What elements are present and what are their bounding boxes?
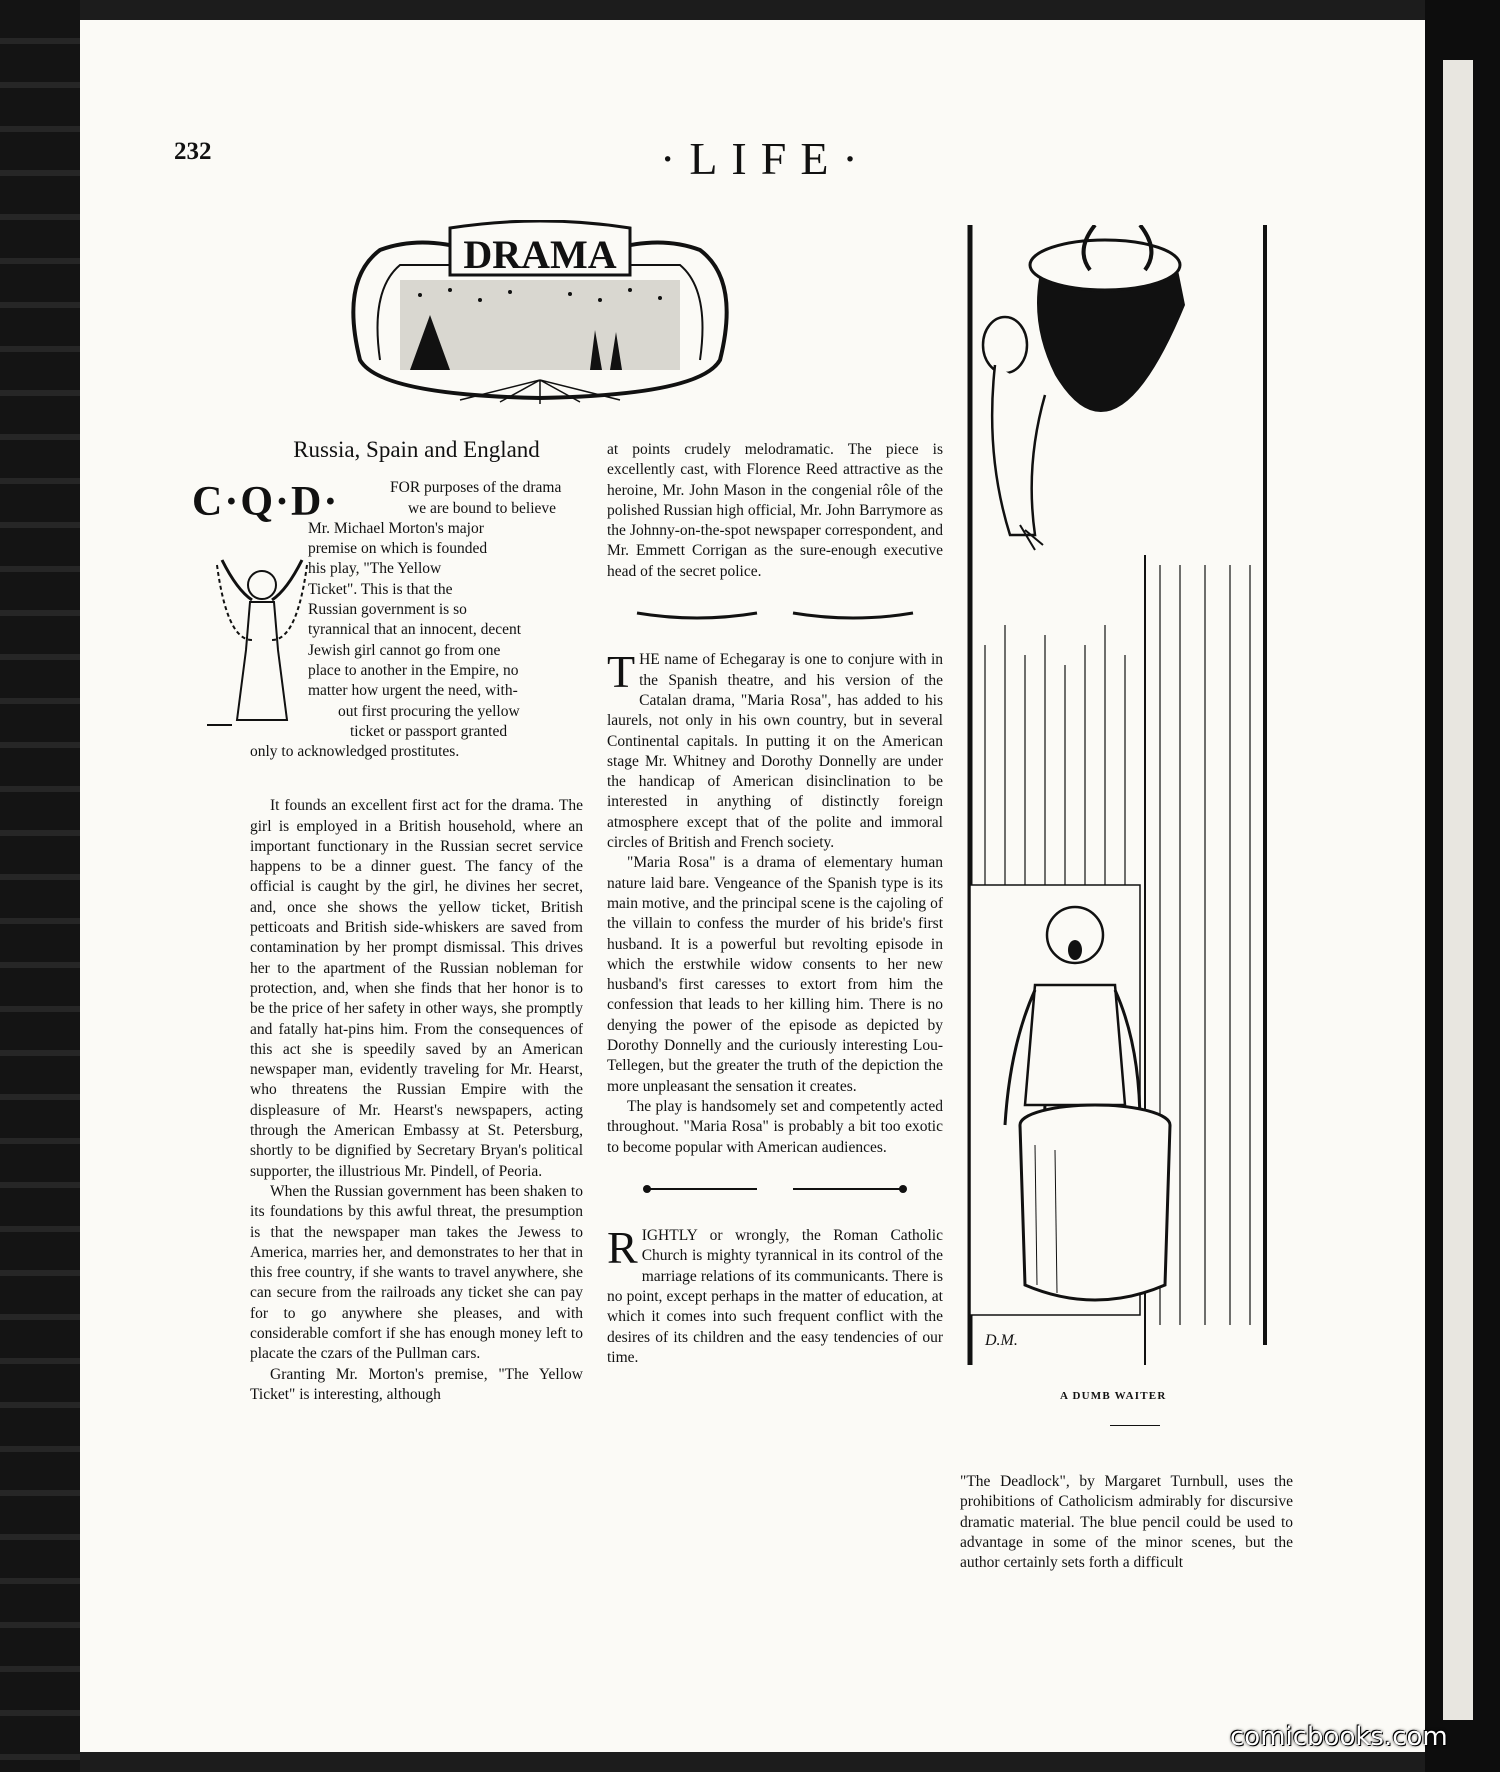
- caption-rule: [1110, 1425, 1160, 1426]
- article-column-2: [607, 440, 943, 1368]
- article-paragraph: at points crudely melodramatic. The piece is excellently cast, with Florence Reed attractive as the heroine, Mr. John Mason in the congenial rôle of the polished Russian high official, Mr. John Barrymore as the Johnny-on-the-spot newspaper correspondent, and Mr. Emmett Corrigan as the sure-enough executive head of the secret police.: [607, 441, 943, 580]
- illustration-caption: A DUMB WAITER: [1060, 1390, 1167, 1402]
- drama-banner: [340, 220, 740, 410]
- echegaray-text: HE name of Echegaray is one to conjure with in the Spanish theatre, and his version of the Catalan drama, "Maria Rosa", has added to his laurels, not only in his own country, but in several Continental capitals. In putting it on the American stage Mr. Whitney and Dorothy Donnelly are under the handicap of American disinclination to be interested in anything of distinctly foreign atmosphere except that of the polite and immoral circles of British and French society.: [607, 651, 943, 852]
- drama-banner-art: [340, 220, 740, 410]
- opening-line-2: we are bound to believe: [408, 499, 557, 517]
- article-column-1: [192, 437, 583, 1405]
- article-paragraph: Granting Mr. Morton's premise, "The Yellow Ticket" is interesting, although: [250, 1365, 583, 1403]
- opening-line-4: premise on which is founded: [308, 540, 488, 558]
- opening-line-14: only to acknowledged prostitutes.: [250, 743, 460, 761]
- opening-line-11: matter how urgent the need, with-: [308, 682, 518, 700]
- drama-title: DRAMA: [463, 232, 617, 277]
- article-paragraph: The play is handsomely set and competently acted throughout. "Maria Rosa" is probably a bit too exotic to become popular with American audiences.: [607, 1097, 943, 1156]
- opening-line-7: Russian government is so: [308, 601, 467, 619]
- echegaray-paragraph: [607, 646, 943, 853]
- cqd-letters: C·Q·D·: [192, 479, 340, 526]
- drop-cap-r: R: [607, 1222, 638, 1274]
- opening-line-1: FOR purposes of the drama: [390, 479, 562, 497]
- section-divider: [607, 598, 943, 628]
- adjacent-page-edge: [0, 0, 80, 1772]
- deadlock-paragraph: "The Deadlock", by Margaret Turnbull, uses the prohibitions of Catholicism admirably for discursive dramatic material. The blue pencil could be used to advantage in some of the minor scenes, but the author certainly sets forth a difficult: [960, 1473, 1293, 1572]
- drop-cap-t: T: [607, 646, 636, 698]
- rightly-text: IGHTLY or wrongly, the Roman Catholic Church is mighty tyrannical in its control of the marriage relations of its communicants. There is no point, except perhaps in the matter of education, at which it comes into such frequent conflict with the desires of its children and the easy tendencies of our time.: [607, 1227, 943, 1366]
- opening-line-8: tyrannical that an innocent, decent: [308, 621, 522, 639]
- opening-line-9: Jewish girl cannot go from one: [308, 641, 501, 659]
- opening-line-5: his play, "The Yellow: [308, 560, 442, 578]
- dumb-waiter-illustration: [965, 225, 1310, 1365]
- section-divider-2: [607, 1174, 943, 1204]
- article-paragraph: When the Russian government has been shaken to its foundations by this awful threat, the presumption is that the newspaper man takes the Jewess to America, marries her, and demonstrates to her that in this free country, if she wants to travel anywhere, she can secure from the railroads any ticket she can pay for to go anywhere she pleases, and with considerable comfort if she has enough money left to placate the czars of the Pullman cars.: [250, 1182, 583, 1363]
- page-number: 232: [174, 138, 212, 165]
- opening-line-13: ticket or passport granted: [350, 722, 508, 740]
- right-binding-edge: [1425, 0, 1500, 1772]
- article-title: Russia, Spain and England: [293, 437, 540, 462]
- opening-line-12: out first procuring the yellow: [338, 702, 520, 720]
- opening-line-6: Ticket". This is that the: [308, 580, 453, 598]
- artist-signature: D.M.: [985, 1332, 1018, 1349]
- rightly-paragraph: [607, 1222, 943, 1368]
- watermark: comicbooks.com: [1230, 1722, 1448, 1752]
- opening-line-10: place to another in the Empire, no: [308, 661, 519, 679]
- cartoon-drawing: [965, 225, 1310, 1365]
- masthead: ·LIFE·: [660, 133, 872, 184]
- opening-line-3: Mr. Michael Morton's major: [308, 519, 484, 537]
- opening-lines: [250, 478, 583, 762]
- article-column-3: [960, 1472, 1293, 1573]
- article-paragraph: It founds an excellent first act for the drama. The girl is employed in a British household, where an important functionary in the Russian secret service happens to be a dinner guest. The fancy of the official is caught by the girl, he divines her secret, and, once she shows the yellow ticket, British petticoats and British side-whiskers are saved from contamination by her prompt dismissal. This drives her to the apartment of the Russian nobleman for protection, and, when she finds that her honor is to be the price of her safety in other ways, she promptly and fatally hat-pins him. From the consequences of this act she is speedily saved by an American newspaper man, evidently traveling for Mr. Hearst, who threatens the Russian Empire with the displeasure of Mr. Hearst's newspapers, acting through the American Embassy at St. Petersburg, shortly to be dignified by Secretary Bryan's political supporter, the illustrious Mr. Pindell, of Peoria.: [250, 797, 583, 1180]
- article-paragraph: "Maria Rosa" is a drama of elementary human nature laid bare. Vengeance of the Spanish type is its main motive, and the principal scene is the cajoling of the villain to confess the murder of his bride's first husband. It is a powerful but revolting episode in which the erstwhile widow consents to her new husband's first caresses to extort from him the confession that leads to her killing him. There is no denying the power of the episode as depicted by Dorothy Donnelly and the curiously interesting Lou-Tellegen, but the greater the truth of the depiction the more unpleasant the sensation it creates.: [607, 854, 943, 1095]
- opening-block: [192, 478, 583, 796]
